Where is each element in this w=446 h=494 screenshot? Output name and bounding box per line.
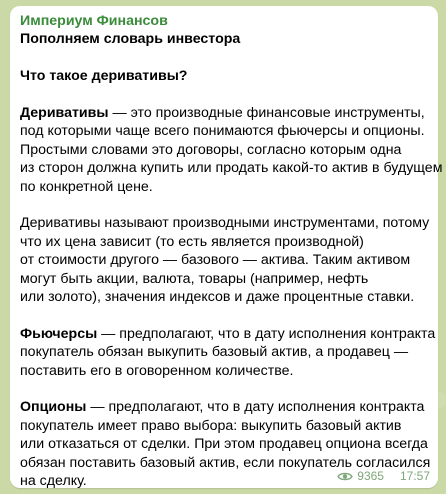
paragraph-futures: Фьючерсы — предполагают, что в дату исполнения контракта покупатель обязан выкупить базовый актив, а продавец — поставить его в оговоренном количестве. — [20, 325, 436, 379]
term-futures: Фьючерсы — [20, 325, 98, 342]
message-content — [20, 12, 443, 490]
view-count: 9365 — [357, 469, 384, 483]
term-derivatives: Деривативы — [20, 105, 109, 121]
message-time: 17:57 — [399, 469, 430, 483]
post-question: Что такое деривативы? — [20, 68, 188, 85]
term-options: Опционы — [20, 399, 87, 416]
paragraph-derivatives-explained: Деривативы называют производными инструментами, потому что их цена зависит (то есть является производной) от стоимости другого — базового — актива. Таким активом могут быть акции, валюта, товары (например, нефть или золото), значения индексов и даже процентные ставки. — [20, 215, 430, 306]
paragraph-options: Опционы — предполагают, что в дату исполнения контракта покупатель имеет право выбора: выкупить базовый актив или отказаться от сделки. При этом продавец опциона всегда обязан поставить базовый актив, если покупатель согласился на сделку. — [20, 399, 431, 490]
channel-name[interactable]: Империум Финансов — [20, 13, 168, 29]
post-title: Пополняем словарь инвестора — [20, 31, 241, 48]
paragraph-derivatives: Деривативы — это производные финансовые инструменты, под которыми чаще всего понимаются фьючерсы и опционы. Простыми словами это договоры, согласно которым одна из сторон должна купить или продать какой-то актив в будущем по конкретной цене. — [20, 105, 443, 195]
eye-icon — [337, 471, 353, 482]
message-meta — [337, 469, 430, 483]
